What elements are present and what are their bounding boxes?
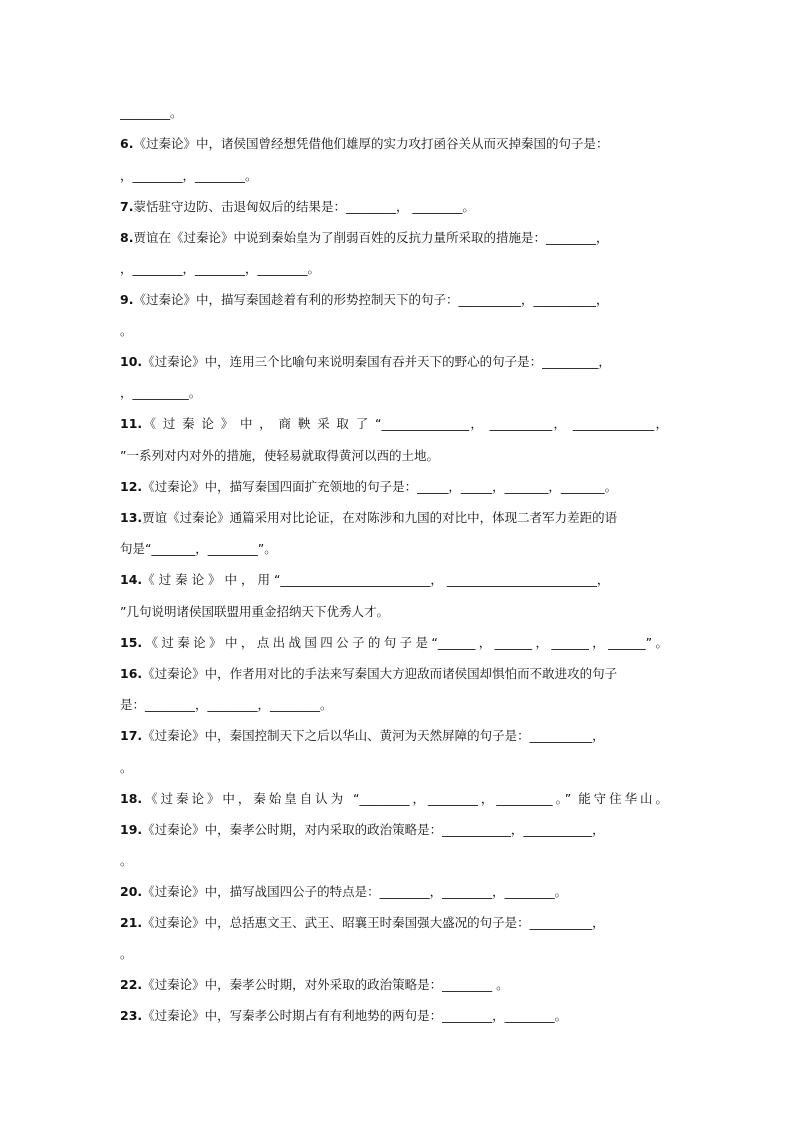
question-text: 《过秦论》中，描写秦国四面扩充领地的句子是：_____，_____，_______，_______。 <box>142 479 618 494</box>
question-number: 18. <box>120 791 143 806</box>
question-line <box>120 634 668 652</box>
question-line <box>120 167 668 185</box>
question-text: 贾谊《过秦论》通篇采用对比论证，在对陈涉和九国的对比中，体现二者军力差距的语 <box>142 510 618 525</box>
question-text: 《过秦论》中，秦国控制天下之后以华山、黄河为天然屏障的句子是：__________， <box>142 728 605 743</box>
question-line <box>120 540 668 558</box>
question-text: ”几句说明诸侯国联盟用重金招纳天下优秀人才。 <box>120 604 389 619</box>
question-number: 12. <box>120 479 143 494</box>
question-line <box>120 945 668 963</box>
question-text: ________。 <box>120 105 183 120</box>
question-line <box>120 509 668 527</box>
question-number: 9. <box>120 292 134 307</box>
question-text: ，_________。 <box>120 385 202 400</box>
question-line <box>120 447 668 465</box>
question-number: 11. <box>120 416 143 431</box>
question-text: 《过秦论》中，描写战国四公子的特点是：________，________，________。 <box>142 884 568 899</box>
question-number: 10. <box>120 354 143 369</box>
question-number: 7. <box>120 199 134 214</box>
question-text: 《过秦论》中，写秦孝公时期占有有利地势的两句是：________，________。 <box>142 1008 568 1023</box>
question-text: 。 <box>120 853 133 868</box>
question-number: 21. <box>120 915 143 930</box>
question-line <box>120 415 668 433</box>
question-line <box>120 727 668 745</box>
question-number: 19. <box>120 822 143 837</box>
question-number: 8. <box>120 230 134 245</box>
question-text: 《 过 秦 论 》 中 ， 用 “________________________， ________________________， <box>142 572 610 587</box>
question-line <box>120 198 668 216</box>
question-text: 《过秦论》中，描写秦国趁着有利的形势控制天下的句子：__________，__________， <box>133 292 609 307</box>
question-number: 20. <box>120 884 143 899</box>
question-line <box>120 696 668 714</box>
question-text: 《过秦论》中，秦孝公时期，对外采取的政治策略是：________ 。 <box>142 977 509 992</box>
question-line <box>120 603 668 621</box>
question-line <box>120 665 668 683</box>
question-line <box>120 759 668 777</box>
question-text: 《过秦论》中，连用三个比喻句来说明秦国有吞并天下的野心的句子是：_________， <box>142 354 611 369</box>
question-line <box>120 353 668 371</box>
question-number: 16. <box>120 666 143 681</box>
question-text: 。 <box>120 946 133 961</box>
question-number: 15. <box>120 635 143 650</box>
question-line <box>120 135 668 153</box>
question-text: ，________，________，________。 <box>120 261 321 276</box>
question-line <box>120 914 668 932</box>
question-number: 6. <box>120 136 134 151</box>
question-text: 蒙恬驻守边防、击退匈奴后的结果是：________， ________。 <box>133 199 475 214</box>
question-line <box>120 260 668 278</box>
question-text: 。 <box>120 760 133 775</box>
question-line <box>120 821 668 839</box>
question-number: 14. <box>120 572 143 587</box>
question-text: 《过秦论》中，秦孝公时期，对内采取的政治策略是：___________，___________， <box>142 822 605 837</box>
question-line <box>120 384 668 402</box>
question-text: 《过秦论》中，秦始皇自认为 “________，________，_________。” 能守住华山。 <box>142 791 668 806</box>
question-text: 《过秦论》中，点出战国四公子的句子是“______，______，______，______”。 <box>142 635 668 650</box>
question-line <box>120 976 668 994</box>
question-text: 贾谊在《过秦论》中说到秦始皇为了削弱百姓的反抗力量所采取的措施是：________， <box>133 230 609 245</box>
question-text: 。 <box>120 323 133 338</box>
question-line <box>120 229 668 247</box>
question-line <box>120 883 668 901</box>
question-text: 《 过 秦 论 》 中 ， 商 鞅 采 取 了 “______________， __________， _____________， <box>142 416 668 431</box>
question-number: 23. <box>120 1008 143 1023</box>
question-text: ”一系列对内对外的措施，使轻易就取得黄河以西的土地。 <box>120 448 439 463</box>
question-line <box>120 291 668 309</box>
question-line <box>120 852 668 870</box>
question-number: 13. <box>120 510 143 525</box>
question-line <box>120 478 668 496</box>
question-number: 17. <box>120 728 143 743</box>
question-text: 《过秦论》中，诸侯国曾经想凭借他们雄厚的实力攻打函谷关从而灭掉秦国的句子是： <box>133 136 609 151</box>
question-line <box>120 571 668 589</box>
question-line <box>120 322 668 340</box>
question-text: 《过秦论》中，作者用对比的手法来写秦国大方迎敌而诸侯国却惧怕而不敢进攻的句子 <box>142 666 618 681</box>
question-line <box>120 104 668 122</box>
question-text: 《过秦论》中，总括惠文王、武王、昭襄王时秦国强大盛况的句子是：__________， <box>142 915 605 930</box>
question-text: 是：________，________，________。 <box>120 697 333 712</box>
question-line <box>120 790 668 808</box>
question-number: 22. <box>120 977 143 992</box>
question-line <box>120 1007 668 1025</box>
question-text: 句是“_______，________”。 <box>120 541 277 556</box>
question-text: ，________，________。 <box>120 168 258 183</box>
